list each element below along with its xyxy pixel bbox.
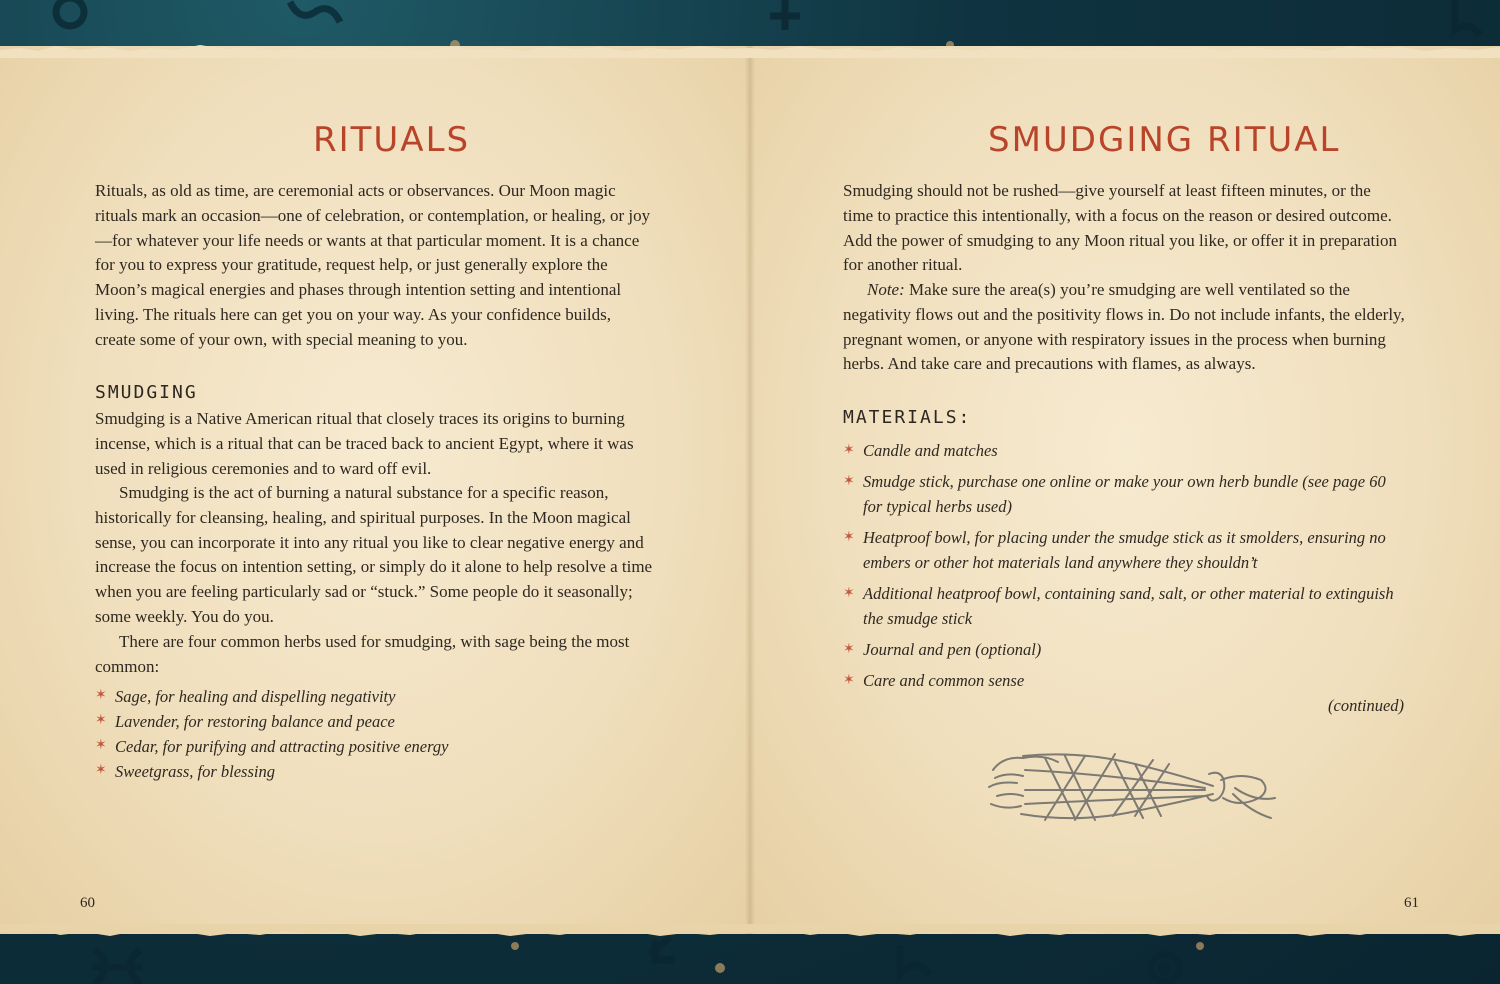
material-text: Additional heatproof bowl, containing sand, salt, or other material to extinguish the smudge stick bbox=[863, 584, 1394, 628]
material-text: Heatproof bowl, for placing under the smudge stick as it smolders, ensuring no embers or other hot materials land anywhere they shouldn’t bbox=[863, 528, 1386, 572]
smudging-subheading: SMUDGING bbox=[95, 382, 198, 403]
herb-text: Cedar, for purifying and attracting positive energy bbox=[115, 737, 449, 756]
list-item bbox=[95, 737, 655, 762]
smudge-stick-illustration bbox=[985, 742, 1285, 832]
herb-text: Sweetgrass, for blessing bbox=[115, 762, 275, 781]
star-bullet-icon: ✶ bbox=[95, 738, 107, 753]
list-item bbox=[95, 762, 655, 787]
rituals-title: RITUALS bbox=[313, 120, 471, 160]
ritual-intro: Smudging should not be rushed—give yourself at least fifteen minutes, or the time to practice this intentionally, with a focus on the reason or desired outcome. Add the power of smudging to any Moon ritual you like, or offer it in preparation for another ritual. bbox=[843, 181, 1397, 275]
smudging-para-2-text: Smudging is the act of burning a natural substance for a specific reason, historically for cleansing, healing, and spiritual purposes. In the Moon magical sense, you can incorporate it into any ritual you like to clear negative energy and increase the focus on intention setting, or simply do it alone to help resolve a time when you are feeling particularly sad or “stuck.” Some people do it seasonally; some weekly. You do you. bbox=[95, 483, 653, 626]
herb-text: Sage, for healing and dispelling negativity bbox=[115, 687, 396, 706]
list-item bbox=[95, 687, 655, 712]
material-text: Candle and matches bbox=[863, 441, 998, 460]
list-item bbox=[843, 439, 1408, 470]
note-label: Note: bbox=[867, 280, 905, 299]
star-bullet-icon: ✶ bbox=[843, 443, 855, 458]
smudging-para-3 bbox=[95, 630, 655, 680]
star-bullet-icon: ✶ bbox=[95, 688, 107, 703]
herb-text: Lavender, for restoring balance and peace bbox=[115, 712, 395, 731]
page-number-right: 61 bbox=[1404, 895, 1419, 911]
torn-edge-bottom bbox=[0, 924, 1500, 944]
list-item bbox=[843, 582, 1408, 638]
materials-list bbox=[843, 439, 1408, 694]
star-bullet-icon: ✶ bbox=[843, 642, 855, 657]
material-text: Care and common sense bbox=[863, 671, 1025, 690]
ritual-note bbox=[843, 278, 1405, 377]
list-item bbox=[843, 669, 1408, 694]
list-item bbox=[843, 638, 1408, 669]
smudging-ritual-title: SMUDGING RITUAL bbox=[988, 120, 1341, 160]
torn-edge-top bbox=[0, 38, 1500, 58]
list-item bbox=[843, 470, 1408, 526]
list-item bbox=[95, 712, 655, 737]
continued-label: (continued) bbox=[1328, 696, 1405, 715]
star-bullet-icon: ✶ bbox=[843, 474, 855, 489]
rituals-intro: Rituals, as old as time, are ceremonial acts or observances. Our Moon magic rituals mark an occasion—one of celebration, or contemplation, or healing, or joy—for whatever your life needs or wants at that particular moment. It is a chance for you to express your gratitude, request help, or just generally explore the Moon’s magical energies and phases through intention setting and intentional living. The rituals here can get you on your way. As your confidence builds, create some of your own, with special meaning to you. bbox=[95, 181, 651, 349]
smudging-para-3-text: There are four common herbs used for smudging, with sage being the most common: bbox=[95, 632, 630, 676]
page-number-left: 60 bbox=[80, 895, 95, 911]
materials-heading: MATERIALS: bbox=[843, 407, 972, 428]
herbs-list bbox=[95, 687, 655, 787]
star-bullet-icon: ✶ bbox=[95, 763, 107, 778]
star-bullet-icon: ✶ bbox=[843, 673, 855, 688]
smudging-para-1: Smudging is a Native American ritual that closely traces its origins to burning incense, which is a ritual that can be traced back to ancient Egypt, where it was used in religious ceremonies and to ward off evil. bbox=[95, 409, 634, 478]
list-item bbox=[843, 526, 1408, 582]
star-bullet-icon: ✶ bbox=[95, 713, 107, 728]
book-spine bbox=[745, 46, 755, 934]
star-bullet-icon: ✶ bbox=[843, 530, 855, 545]
material-text: Smudge stick, purchase one online or make your own herb bundle (see page 60 for typical herbs used) bbox=[863, 472, 1386, 516]
star-bullet-icon: ✶ bbox=[843, 586, 855, 601]
smudging-para-2 bbox=[95, 481, 657, 630]
material-text: Journal and pen (optional) bbox=[863, 640, 1042, 659]
note-text: Make sure the area(s) you’re smudging are well ventilated so the negativity flows out and the positivity flows in. Do not include infants, the elderly, pregnant women, or anyone with respiratory issues in the process when burning herbs. And take care and precautions with flames, as always. bbox=[843, 280, 1405, 374]
